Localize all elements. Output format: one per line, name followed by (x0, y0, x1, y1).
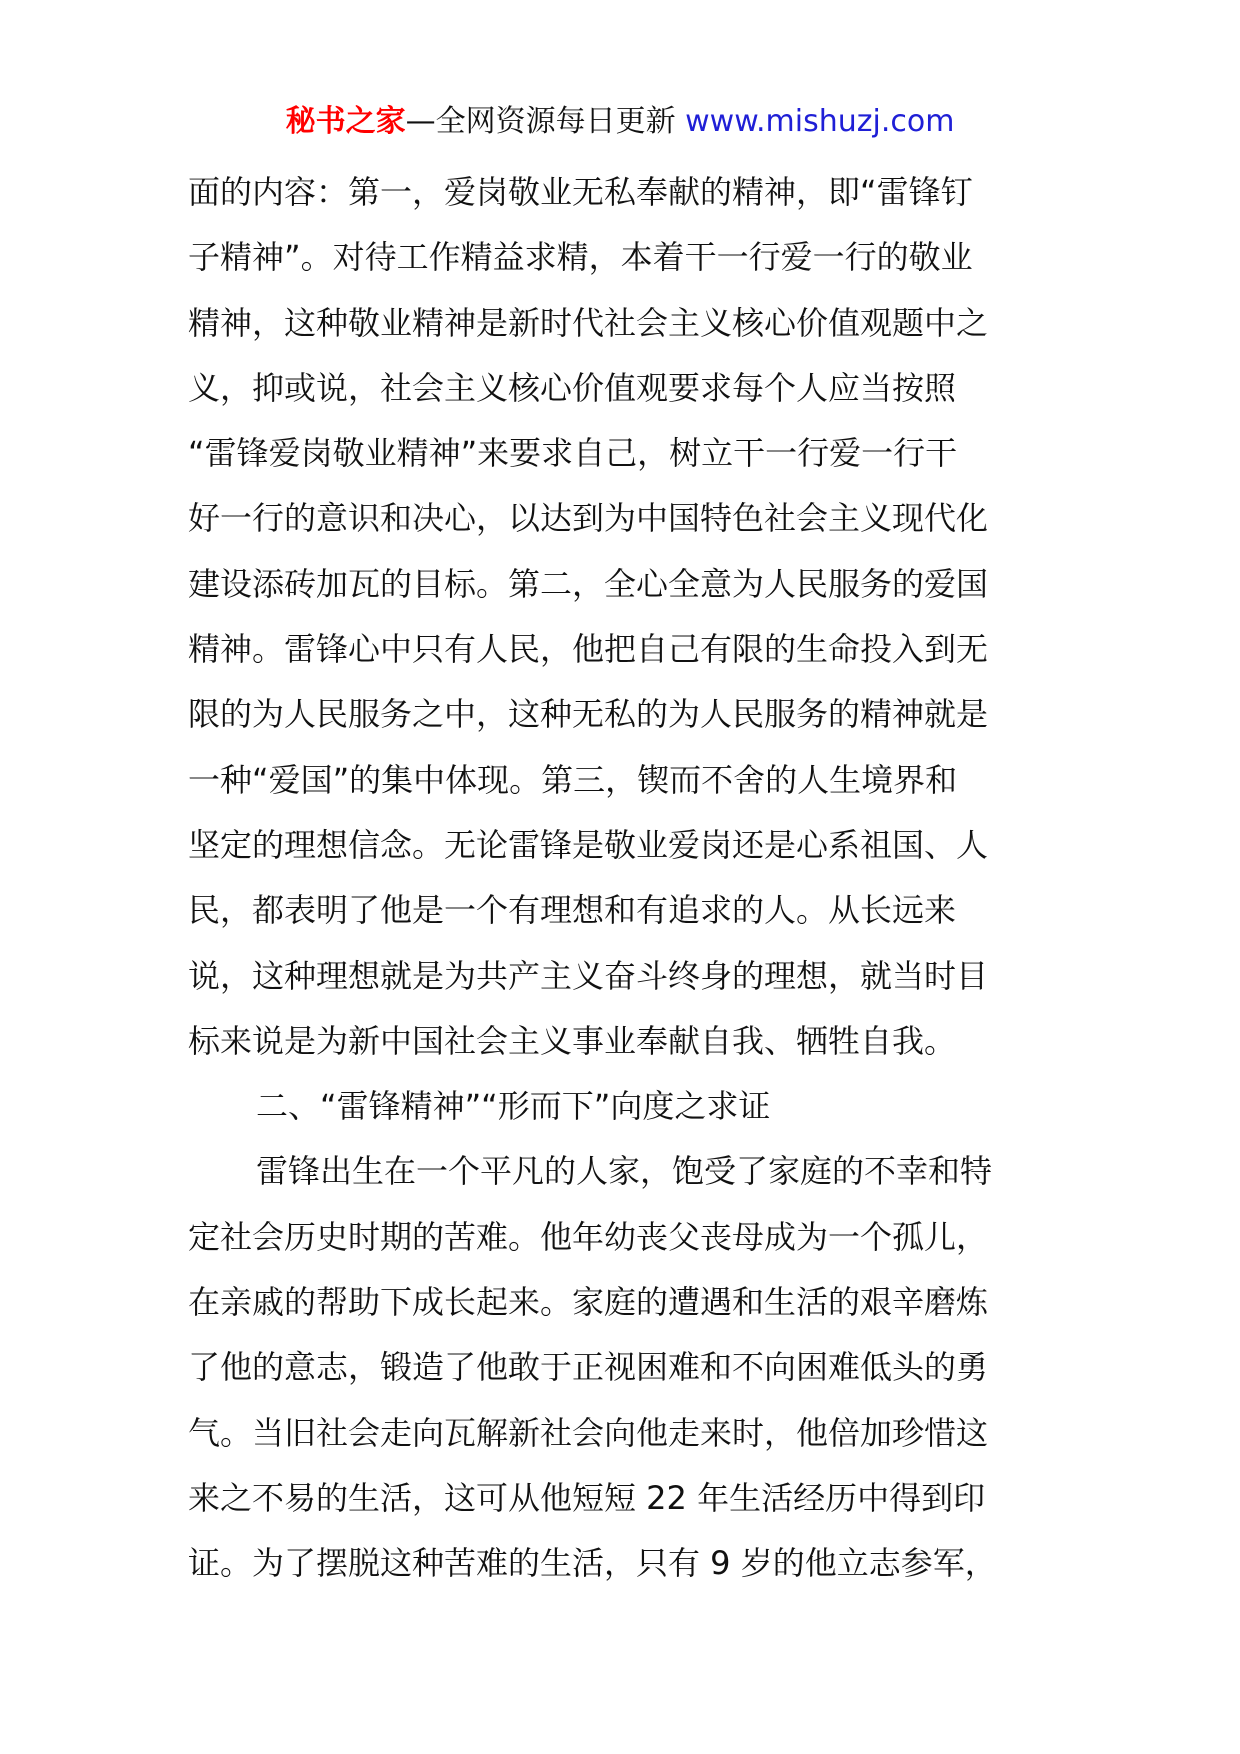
text-line: 限的为人民服务之中，这种无私的为人民服务的精神就是 (188, 695, 989, 734)
text-line: “雷锋爱岗敬业精神”来要求自己，树立干一行爱一行干 (188, 434, 958, 473)
text-line: 在亲戚的帮助下成长起来。家庭的遭遇和生活的艰辛磨炼 (188, 1283, 989, 1322)
text-line: 精神。雷锋心中只有人民，他把自己有限的生命投入到无 (188, 630, 989, 669)
brand-name: 秘书之家 (285, 104, 406, 139)
header-slogan: —全网资源每日更新 (405, 104, 676, 139)
text-line: 雷锋出生在一个平凡的人家，饱受了家庭的不幸和特 (256, 1152, 993, 1191)
text-line: 民，都表明了他是一个有理想和有追求的人。从长远来 (188, 891, 957, 930)
text-line: 义，抑或说，社会主义核心价值观要求每个人应当按照 (188, 368, 957, 407)
section-heading: 二、“雷锋精神”“形而下”向度之求证 (256, 1087, 771, 1126)
text-line: 一种“爱国”的集中体现。第三，锲而不舍的人生境界和 (188, 760, 958, 799)
text-line: 精神，这种敬业精神是新时代社会主义核心价值观题中之 (188, 303, 989, 342)
page-header (0, 100, 1240, 144)
text-line: 子精神”。对待工作精益求精，本着干一行爱一行的敬业 (188, 238, 973, 277)
text-line: 定社会历史时期的苦难。他年幼丧父丧母成为一个孤儿， (188, 1217, 989, 1256)
header-url-link[interactable]: www.mishuzj.com (685, 104, 955, 139)
text-line: 好一行的意识和决心，以达到为中国特色社会主义现代化 (188, 499, 989, 538)
document-body (188, 160, 1068, 1597)
text-line: 气。当旧社会走向瓦解新社会向他走来时，他倍加珍惜这 (188, 1413, 989, 1452)
text-line: 证。为了摆脱这种苦难的生活，只有 9 岁的他立志参军， (188, 1544, 997, 1583)
text-line: 建设添砖加瓦的目标。第二，全心全意为人民服务的爱国 (188, 564, 989, 603)
text-line: 面的内容：第一，爱岗敬业无私奉献的精神，即“雷锋钉 (188, 173, 973, 211)
text-line: 坚定的理想信念。无论雷锋是敬业爱岗还是心系祖国、人 (188, 825, 989, 864)
text-line: 了他的意志，锻造了他敢于正视困难和不向困难低头的勇 (188, 1348, 989, 1387)
text-line: 标来说是为新中国社会主义事业奉献自我、牺牲自我。 (188, 1021, 957, 1060)
text-line: 说，这种理想就是为共产主义奋斗终身的理想，就当时目 (188, 956, 989, 995)
text-line: 来之不易的生活，这可从他短短 22 年生活经历中得到印 (188, 1478, 986, 1517)
